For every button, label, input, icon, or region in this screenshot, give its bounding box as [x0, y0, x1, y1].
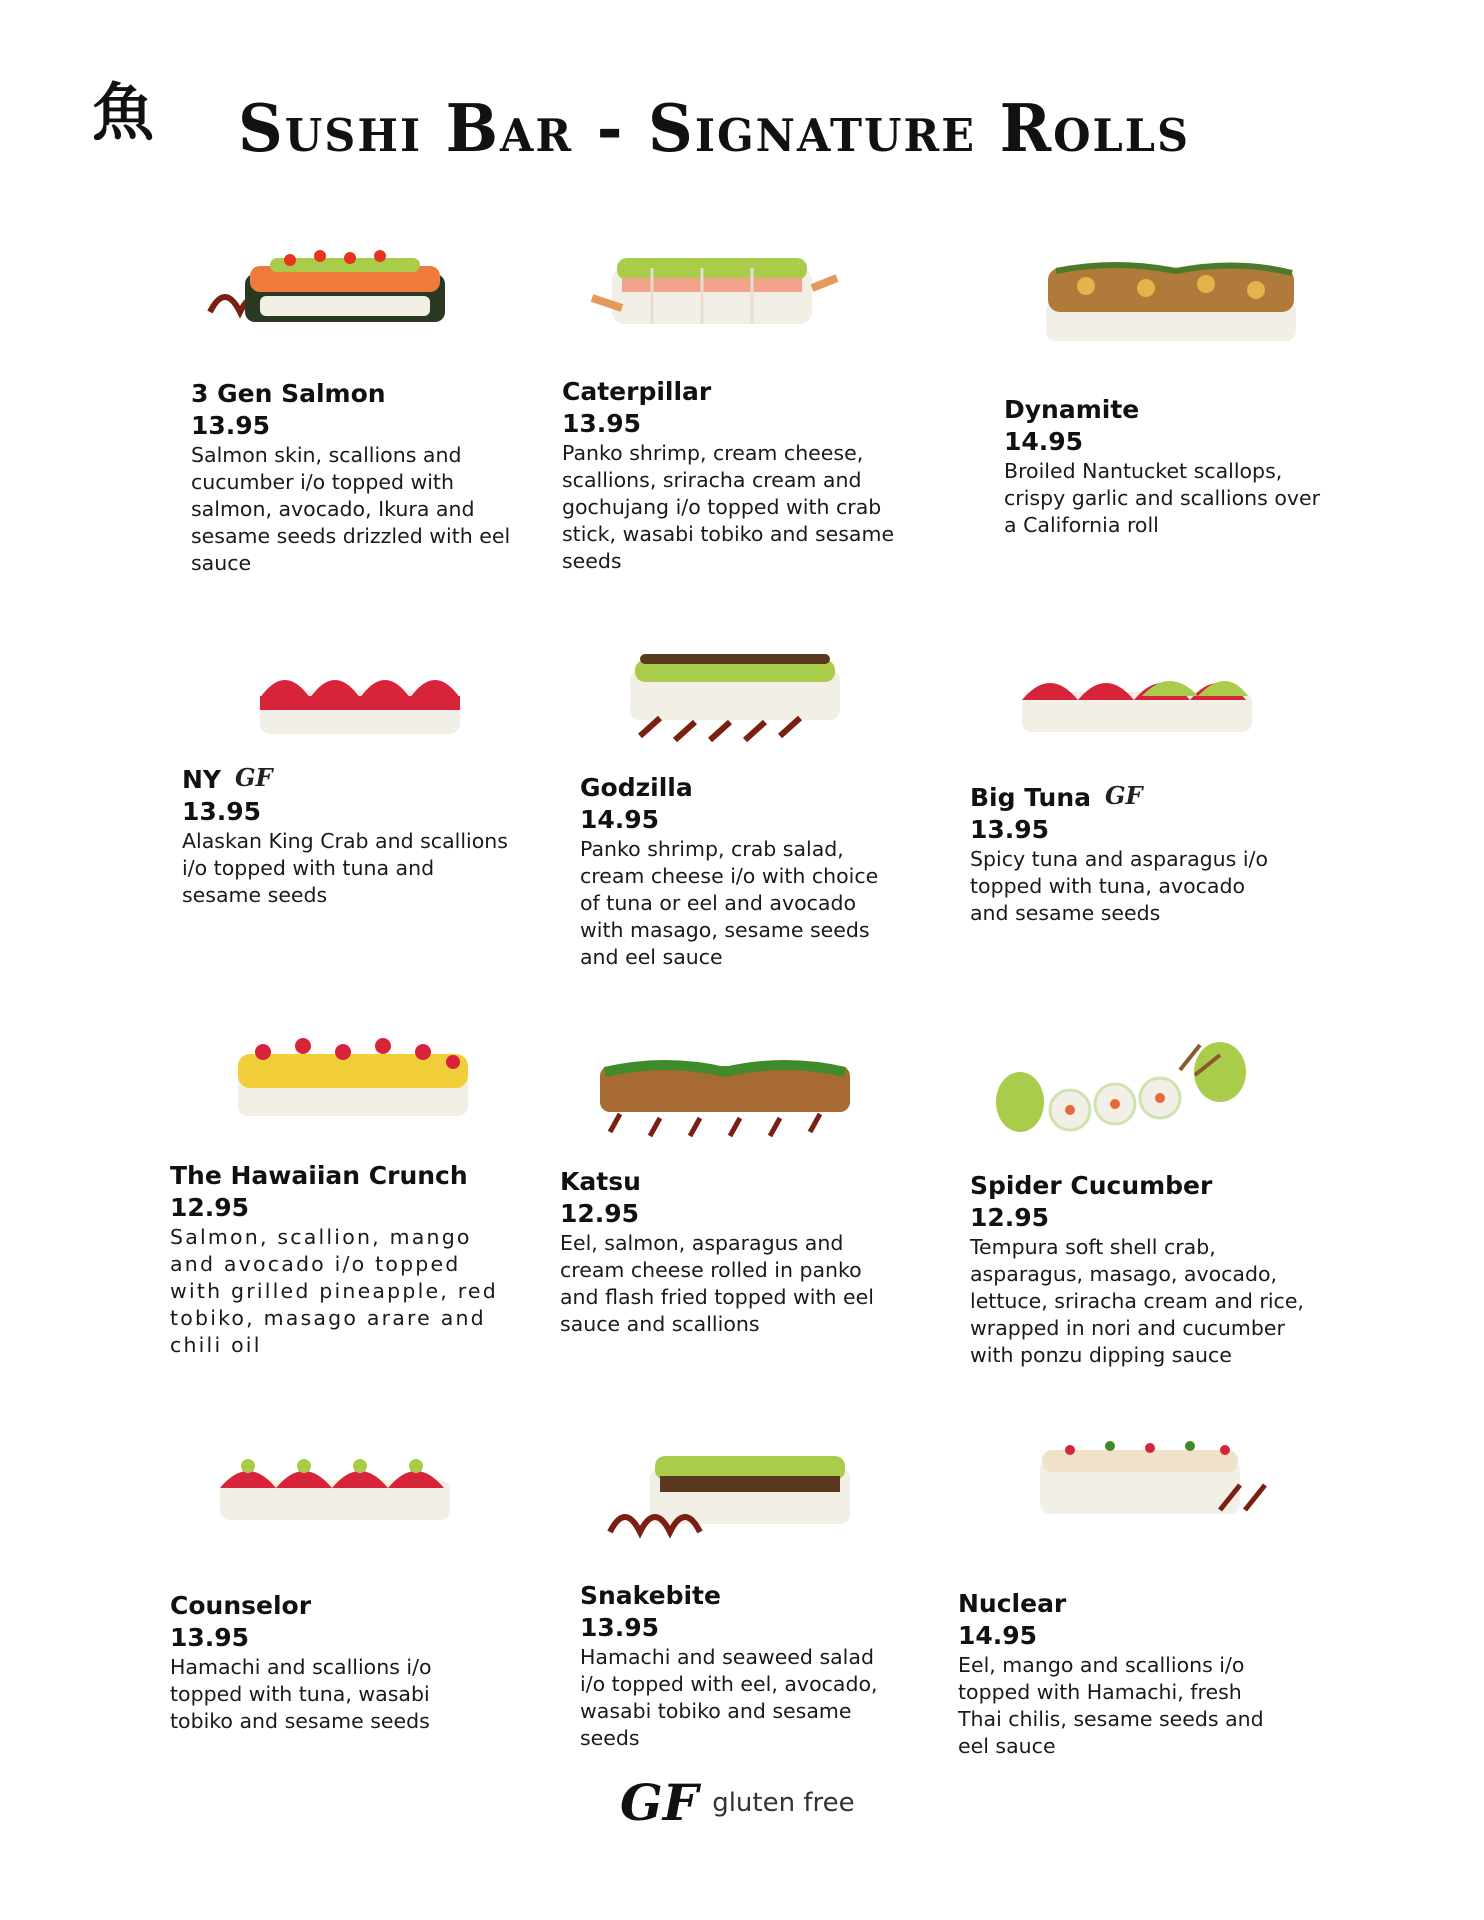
item-description: Hamachi and scallions i/o topped with tuna, wasabi tobiko and sesame seeds — [170, 1655, 432, 1733]
roll-counselor — [200, 1430, 470, 1548]
roll-photo — [572, 228, 842, 346]
menu-item-godzilla — [580, 772, 878, 971]
item-name: Spider Cucumber — [970, 1171, 1213, 1200]
item-description: Eel, salmon, asparagus and cream cheese rolled in panko and flash fried topped with eel sauce and scallions — [560, 1231, 874, 1336]
gluten-free-legend — [620, 1773, 855, 1832]
item-description: Panko shrimp, cream cheese, scallions, sriracha cream and gochujang i/o topped with crab stick, wasabi tobiko and sesame seeds — [562, 441, 895, 573]
item-price: 14.95 — [958, 1621, 1038, 1650]
roll-katsu — [590, 1036, 860, 1154]
item-price: 13.95 — [580, 1613, 660, 1642]
item-price: 13.95 — [970, 815, 1050, 844]
roll-nuclear — [1020, 1420, 1290, 1538]
roll-photo — [600, 1432, 870, 1550]
item-price: 12.95 — [170, 1193, 250, 1222]
item-description: Salmon skin, scallions and cucumber i/o topped with salmon, avocado, Ikura and sesame seeds drizzled with eel sauce — [191, 443, 511, 575]
menu-item-katsu — [560, 1166, 874, 1338]
menu-item-3-gen-salmon — [191, 378, 510, 577]
item-description: Hamachi and seaweed salad i/o topped with eel, avocado, wasabi tobiko and sesame seeds — [580, 1645, 878, 1750]
gluten-free-label: gluten free — [712, 1788, 855, 1818]
fish-kanji-icon: 魚 — [92, 76, 155, 149]
menu-item-dynamite — [1004, 394, 1320, 539]
menu-item-snakebite — [580, 1580, 878, 1752]
item-price: 13.95 — [562, 409, 642, 438]
roll-photo — [1020, 1420, 1290, 1538]
roll-photo — [230, 640, 500, 758]
roll-photo — [1036, 246, 1306, 364]
item-name: Snakebite — [580, 1581, 721, 1610]
item-description: Tempura soft shell crab, asparagus, masago, avocado, lettuce, sriracha cream and rice, wrapped in nori and cucumber with ponzu dipping sauce — [970, 1235, 1304, 1367]
roll-big-tuna — [1002, 644, 1272, 762]
item-name: Dynamite — [1004, 395, 1140, 424]
menu-item-ny — [182, 762, 508, 909]
menu-item-counselor — [170, 1590, 432, 1735]
item-name: Counselor — [170, 1591, 312, 1620]
item-name: Katsu — [560, 1167, 641, 1196]
roll-ny — [230, 640, 500, 758]
roll-photo — [218, 1022, 488, 1140]
item-name: 3 Gen Salmon — [191, 379, 386, 408]
item-description: Salmon, scallion, mango and avocado i/o topped with grilled pineapple, red tobiko, masago arare and chili oil — [170, 1225, 498, 1357]
item-price: 13.95 — [182, 797, 262, 826]
menu-item-spider-cucumber — [970, 1170, 1304, 1369]
roll-spider-cucumber — [990, 1030, 1260, 1148]
item-price: 13.95 — [170, 1623, 250, 1652]
menu-item-caterpillar — [562, 376, 894, 575]
roll-photo — [990, 1030, 1260, 1148]
roll-hawaiian-crunch — [218, 1022, 488, 1140]
item-price: 12.95 — [970, 1203, 1050, 1232]
roll-photo — [600, 636, 870, 754]
menu-item-nuclear — [958, 1588, 1264, 1760]
menu-item-big-tuna — [970, 780, 1268, 927]
item-description: Broiled Nantucket scallops, crispy garlic and scallions over a California roll — [1004, 459, 1321, 537]
item-name: Nuclear — [958, 1589, 1067, 1618]
item-name: NY GF — [182, 763, 273, 794]
roll-caterpillar — [572, 228, 842, 346]
roll-photo — [1002, 644, 1272, 762]
item-name: Godzilla — [580, 773, 693, 802]
item-name: Caterpillar — [562, 377, 712, 406]
item-price: 12.95 — [560, 1199, 640, 1228]
roll-godzilla — [600, 636, 870, 754]
roll-snakebite — [600, 1432, 870, 1550]
roll-photo — [190, 226, 460, 344]
item-description: Eel, mango and scallions i/o topped with Hamachi, fresh Thai chilis, sesame seeds and eel sauce — [958, 1653, 1264, 1758]
page-title: Sushi Bar - Signature Rolls — [238, 90, 1191, 167]
gluten-free-badge: GF — [1105, 781, 1143, 810]
roll-dynamite — [1036, 246, 1306, 364]
item-description: Spicy tuna and asparagus i/o topped with tuna, avocado and sesame seeds — [970, 847, 1268, 925]
gluten-free-mark: GF — [620, 1773, 699, 1832]
item-price: 14.95 — [580, 805, 660, 834]
menu-item-hawaiian-crunch — [170, 1160, 498, 1359]
item-price: 14.95 — [1004, 427, 1084, 456]
item-description: Alaskan King Crab and scallions i/o topped with tuna and sesame seeds — [182, 829, 508, 907]
item-description: Panko shrimp, crab salad, cream cheese i/o with choice of tuna or eel and avocado with masago, sesame seeds and eel sauce — [580, 837, 879, 969]
item-price: 13.95 — [191, 411, 271, 440]
roll-3-gen-salmon — [190, 226, 460, 344]
roll-photo — [590, 1036, 860, 1154]
roll-photo — [200, 1430, 470, 1548]
item-name: Big Tuna GF — [970, 781, 1143, 812]
item-name: The Hawaiian Crunch — [170, 1161, 468, 1190]
gluten-free-badge: GF — [235, 763, 273, 792]
